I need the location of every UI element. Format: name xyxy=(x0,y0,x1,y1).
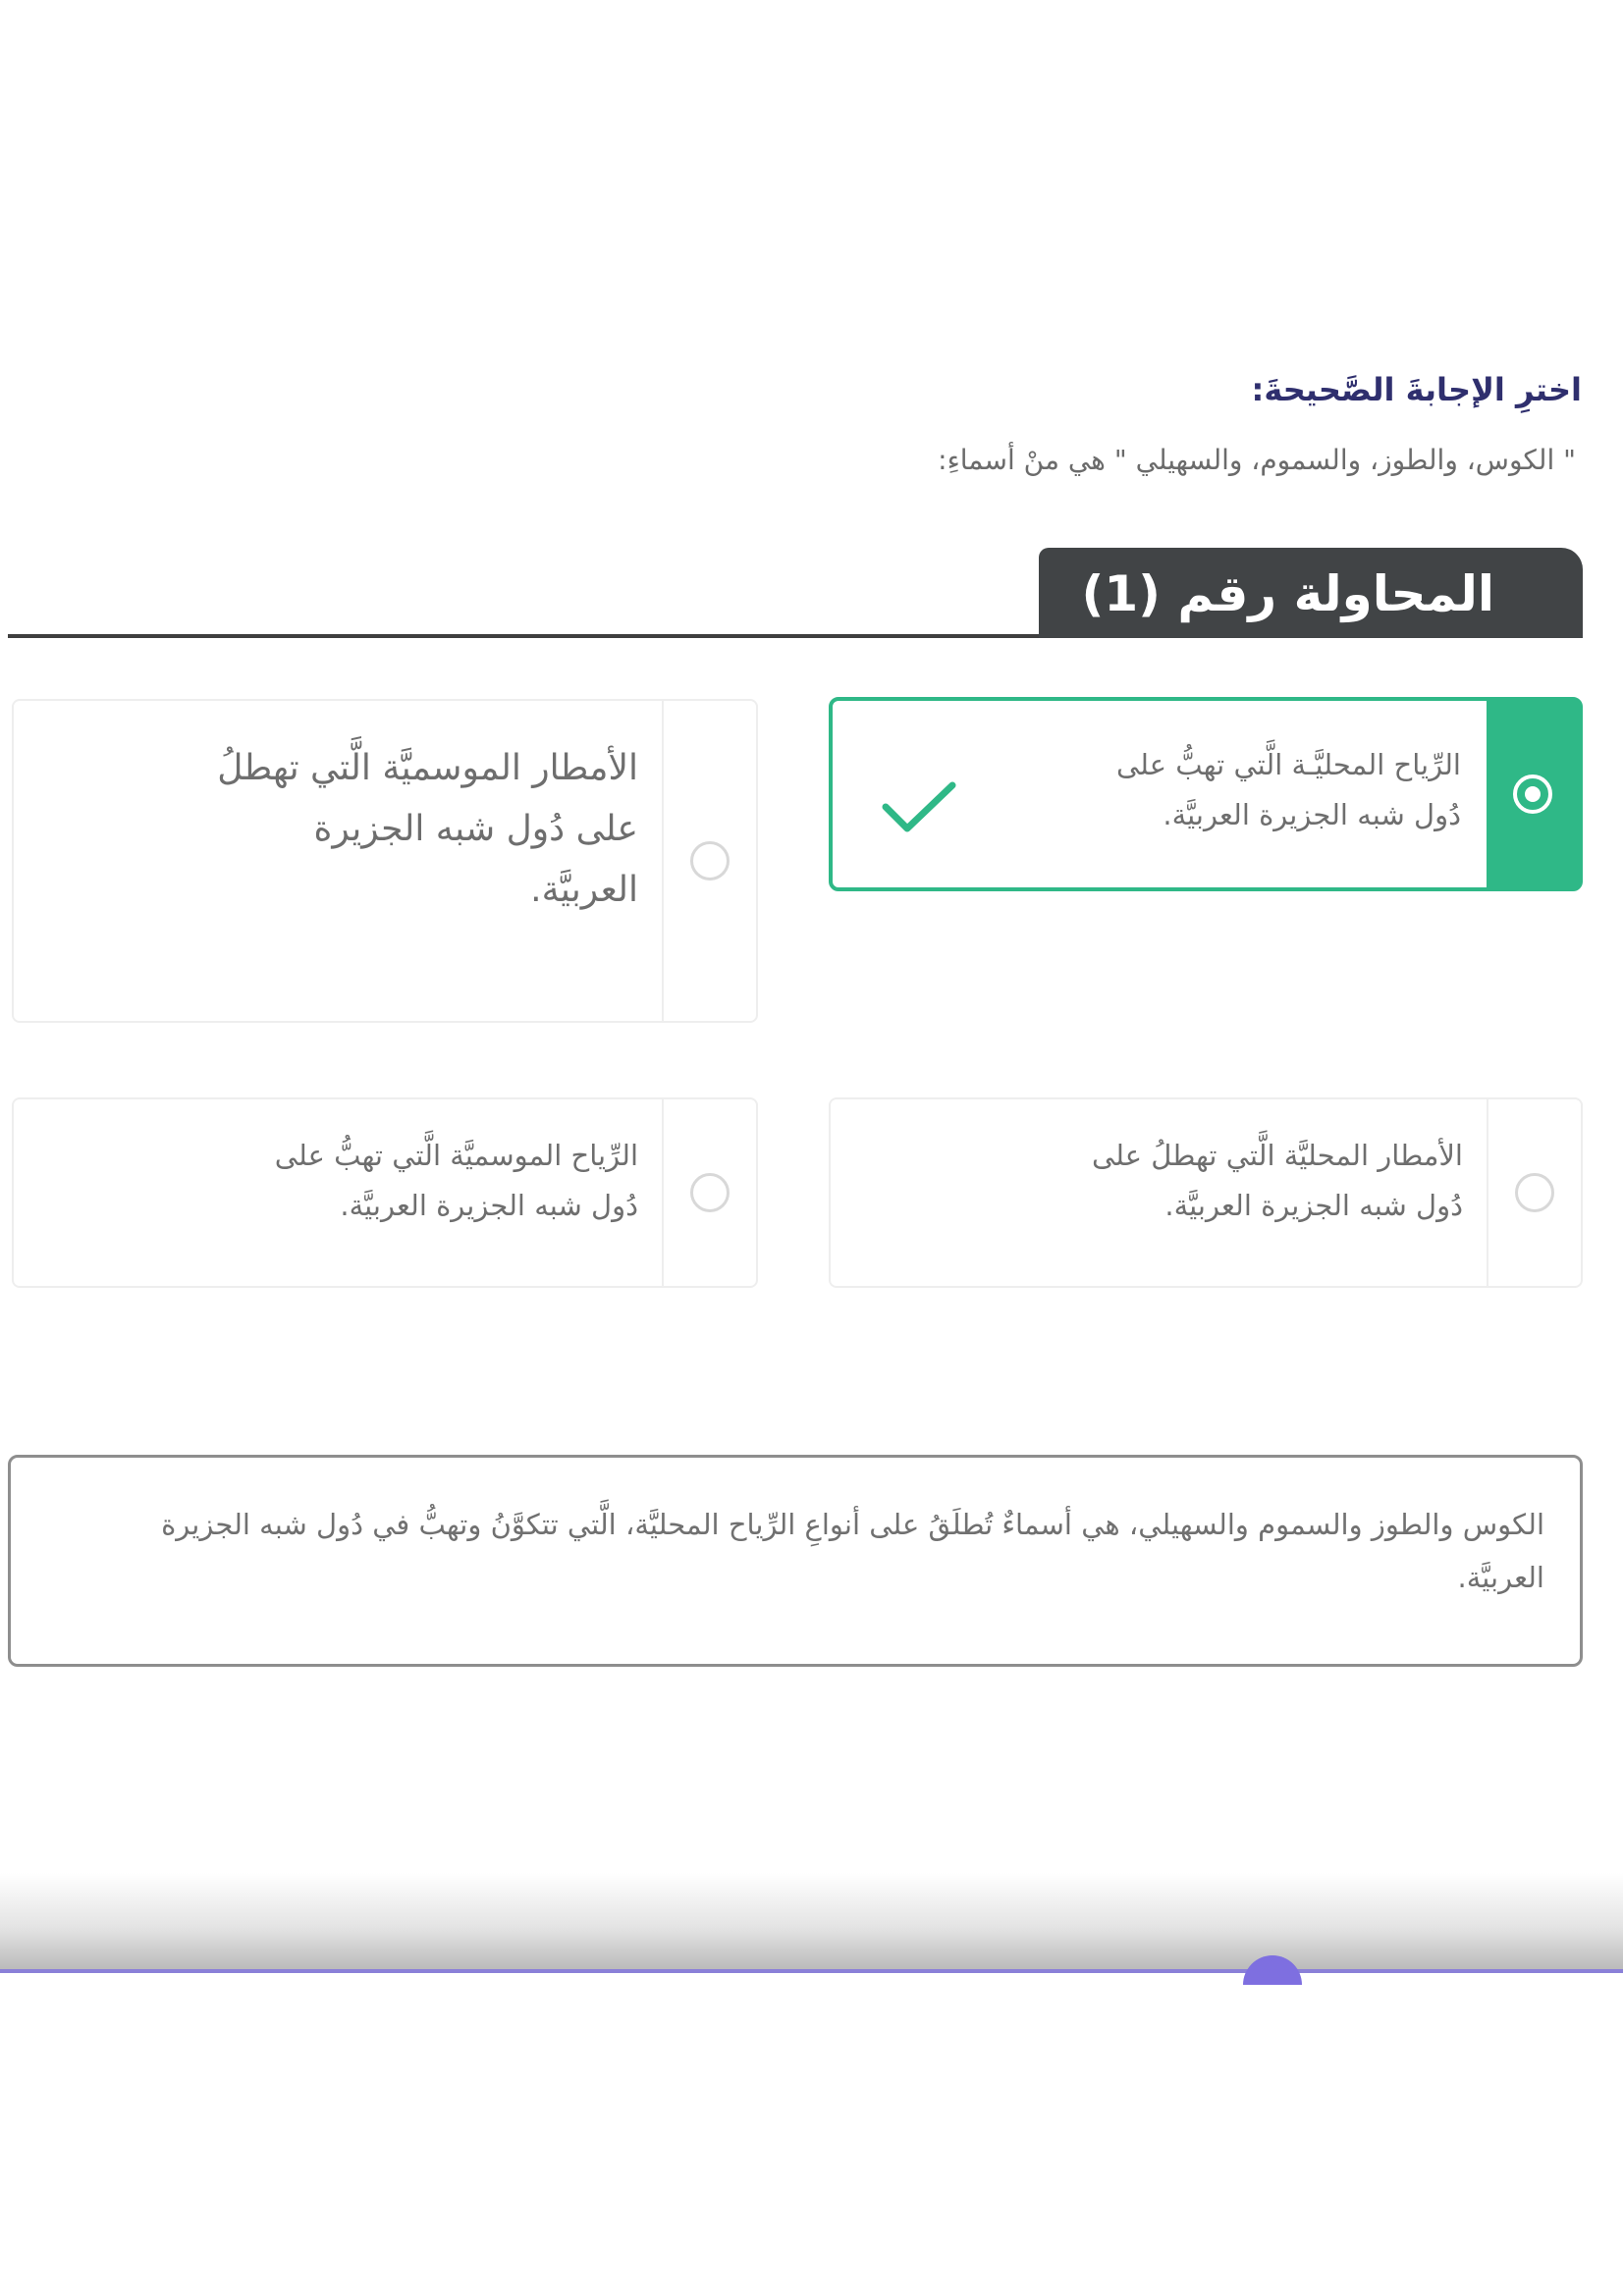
option-radio-column xyxy=(1487,1099,1581,1286)
check-icon xyxy=(880,777,958,836)
progress-thumb-knob[interactable] xyxy=(1243,1955,1302,1985)
answer-option-1[interactable] xyxy=(829,697,1583,891)
option-line: دُول شبه الجزيرة العربيَّة. xyxy=(340,1188,638,1222)
radio-selected-icon[interactable] xyxy=(1513,774,1552,814)
option-line: العربيَّة. xyxy=(530,869,638,910)
attempt-label: المحاولة رقم (1) xyxy=(1081,565,1494,622)
option-line: الأمطار المحليَّة الَّتي تهطلُ على xyxy=(1092,1139,1463,1172)
answer-option-3[interactable] xyxy=(829,1097,1583,1288)
progress-thumb[interactable] xyxy=(1243,1955,1302,1985)
progress-bar[interactable] xyxy=(0,1969,1623,1973)
radio-empty-icon[interactable] xyxy=(690,841,730,881)
option-text xyxy=(1092,1131,1463,1231)
radio-empty-icon[interactable] xyxy=(690,1173,730,1212)
radio-empty-icon[interactable] xyxy=(1515,1173,1554,1212)
option-line xyxy=(217,738,638,799)
answer-option-4[interactable] xyxy=(12,1097,758,1288)
player-controls-gradient xyxy=(0,1873,1623,1971)
option-radio-column xyxy=(1487,701,1579,887)
attempt-divider xyxy=(8,634,1039,638)
option-text xyxy=(217,738,638,921)
option-line: الرِّياح الموسميَّة الَّتي تهبُّ على xyxy=(274,1139,638,1172)
option-line: دُول شبه الجزيرة العربيَّة. xyxy=(1164,1188,1463,1222)
option-line: دُول شبه الجزيرة العربيَّة. xyxy=(1163,797,1461,831)
option-text xyxy=(275,1131,638,1231)
feedback-box xyxy=(8,1455,1583,1667)
question-prompt: " الكوس، والطوز، والسموم، والسهيلي " هي منْ أسماءِ: xyxy=(938,444,1576,476)
option-radio-column xyxy=(662,701,756,1021)
option-line: على دُول شبه الجزيرة xyxy=(313,808,638,849)
option-text xyxy=(1116,740,1461,840)
attempt-tab xyxy=(1039,548,1583,638)
feedback-text: الكوس والطوز والسموم والسهيلي، هي أسماءٌ تُطلَقُ على أنواعِ الرِّياح المحليَّة، الَّتي تتكوَّنُ وتهبُّ في دُول شبه الجزيرة العربيَّة. xyxy=(161,1508,1544,1594)
radio-dot xyxy=(1525,786,1541,802)
option-line: الرِّياح المحليَّـة الَّتي تهبُّ على xyxy=(1116,748,1461,781)
option-radio-column xyxy=(662,1099,756,1286)
option-line-a: الأمطار الموسميَّة الَّتي تهطلُ xyxy=(217,748,638,788)
answer-option-2[interactable] xyxy=(12,699,758,1023)
instruction-text: اخترِ الإجابةَ الصَّحيحةَ: xyxy=(1251,371,1582,408)
